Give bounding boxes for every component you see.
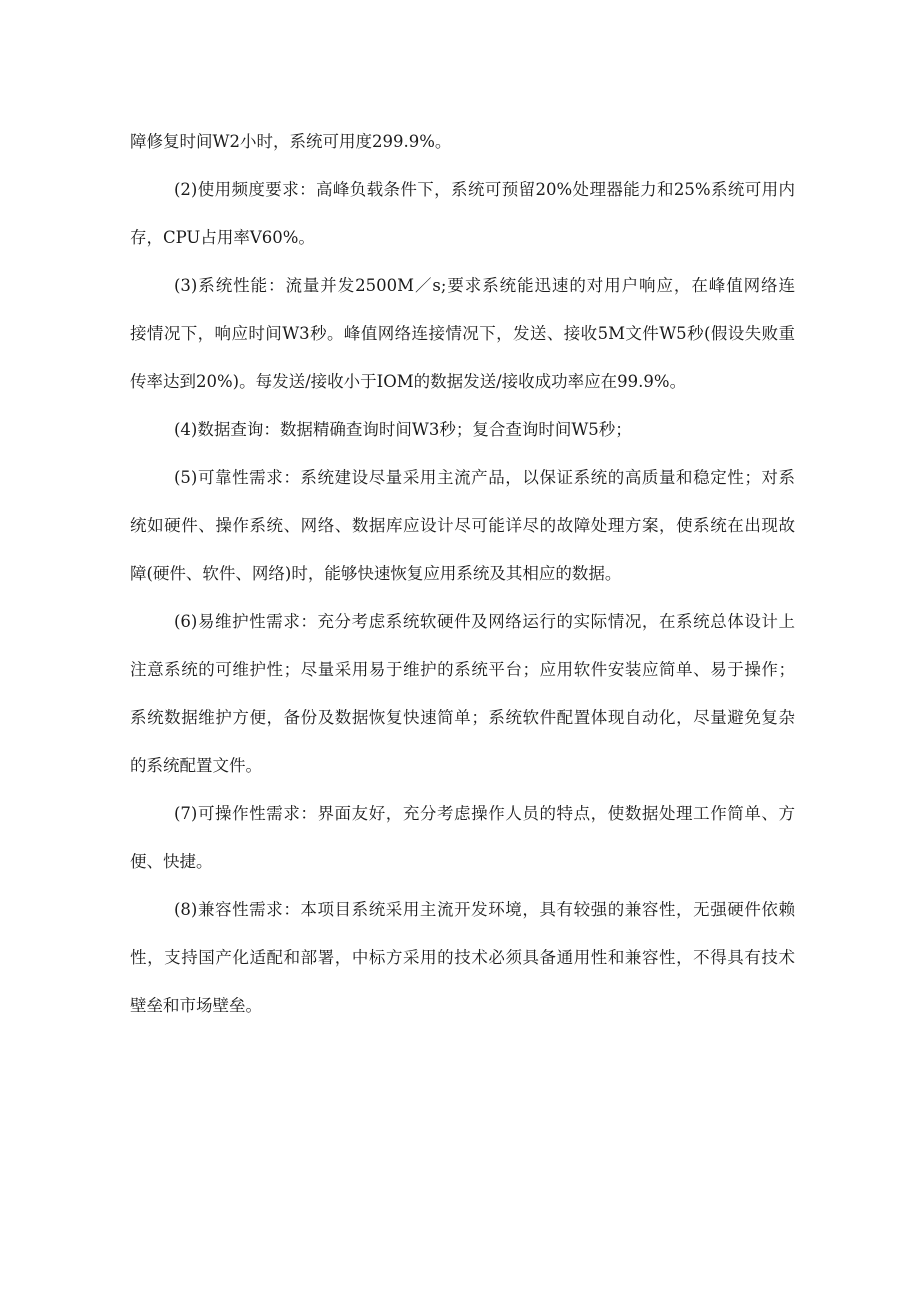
text-line-2: (2)使用频度要求：高峰负载条件下，系统可预留20%处理器能力和25%系统可用内	[174, 180, 795, 199]
text-line-1: 障修复时间W2小时，系统可用度299.9%。	[130, 132, 452, 151]
text-line-8: (5)可靠性需求：系统建设尽量采用主流产品，以保证系统的高质量和稳定性；对系	[174, 468, 795, 487]
text-line-18: 性，支持国产化适配和部署，中标方采用的技术必须具备通用性和兼容性，不得具有技术	[130, 948, 795, 967]
text-line-13: 系统数据维护方便，备份及数据恢复快速简单；系统软件配置体现自动化，尽量避免复杂	[130, 708, 795, 727]
text-line-6: 传率达到20%)。每发送/接收小于IOM的数据发送/接收成功率应在99.9%。	[130, 372, 687, 391]
text-line-12: 注意系统的可维护性；尽量采用易于维护的系统平台；应用软件安装应简单、易于操作；	[130, 660, 795, 679]
text-line-4: (3)系统性能：流量并发2500M／s;要求系统能迅速的对用户响应，在峰值网络连	[174, 276, 795, 295]
text-line-9: 统如硬件、操作系统、网络、数据库应设计尽可能详尽的故障处理方案，使系统在出现故	[130, 516, 795, 535]
document-body	[130, 128, 795, 1040]
text-line-16: 便、快捷。	[130, 852, 213, 871]
text-line-10: 障(硬件、软件、网络)时，能够快速恢复应用系统及其相应的数据。	[130, 564, 622, 583]
text-line-7: (4)数据查询：数据精确查询时间W3秒；复合查询时间W5秒；	[174, 420, 632, 439]
text-line-5: 接情况下，响应时间W3秒。峰值网络连接情况下，发送、接收5M文件W5秒(假设失败重	[130, 324, 795, 343]
text-line-19: 壁垒和市场壁垒。	[130, 996, 262, 1015]
text-line-14: 的系统配置文件。	[130, 756, 262, 775]
text-line-17: (8)兼容性需求：本项目系统采用主流开发环境，具有较强的兼容性，无强硬件依赖	[174, 900, 795, 919]
text-line-15: (7)可操作性需求：界面友好，充分考虑操作人员的特点，使数据处理工作简单、方	[174, 804, 795, 823]
text-line-11: (6)易维护性需求：充分考虑系统软硬件及网络运行的实际情况，在系统总体设计上	[174, 612, 795, 631]
text-line-3: 存，CPU占用率V60%。	[130, 228, 315, 247]
